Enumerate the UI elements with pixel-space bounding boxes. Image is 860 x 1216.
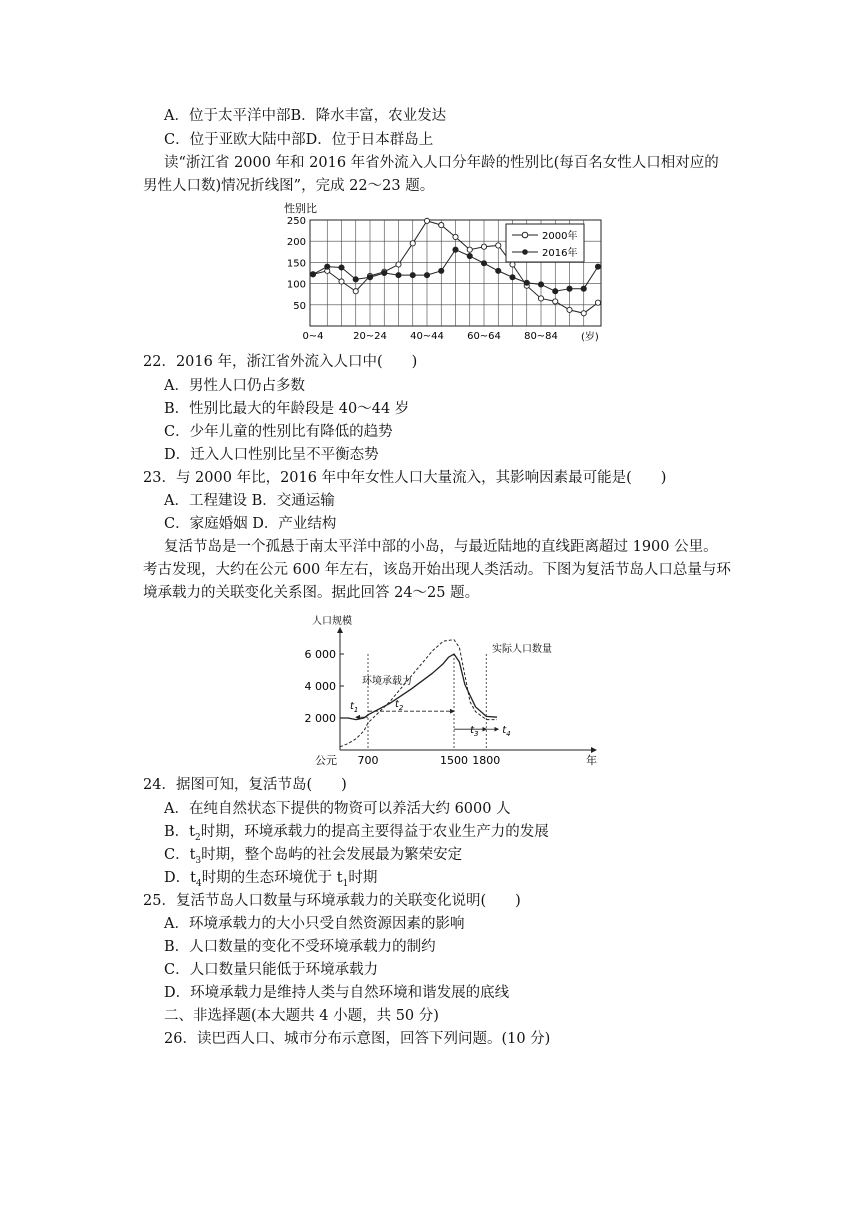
sex-ratio-chart <box>276 198 616 346</box>
legend-2000-marker <box>522 232 528 238</box>
chart2-ytick: 6 000 <box>304 648 336 661</box>
q23-stem: 23．与 2000 年比，2016 年中年女性人口大量流入，其影响因素最可能是( ) <box>143 470 667 486</box>
chart1-xtick: 0~4 <box>302 331 324 342</box>
chart1-x-ticks <box>302 331 557 342</box>
chart1-point-2016年 <box>325 264 330 269</box>
chart1-point-2000年 <box>339 279 344 284</box>
intro-24-25-line3: 境承载力的关联变化关系图。据此回答 24～25 题。 <box>143 585 480 601</box>
section-2-heading: 二、非选择题(本大题共 4 小题，共 50 分) <box>164 1008 439 1024</box>
chart1-point-2000年 <box>538 296 543 301</box>
chart2-t2-label: $t_2$ <box>395 699 404 713</box>
chart1-ytick: 250 <box>286 216 306 227</box>
legend-2016-marker <box>522 249 528 255</box>
chart1-point-2000年 <box>439 222 444 227</box>
chart1-point-2016年 <box>424 273 429 278</box>
q23-options-ab: A．工程建设 B．交通运输 <box>164 493 335 509</box>
chart2-t4-label: $t_4$ <box>502 725 511 739</box>
q25-stem: 25．复活节岛人口数量与环境承载力的关联变化说明( ) <box>143 893 521 909</box>
q21-option-cd <box>164 130 433 150</box>
chart1-point-2000年 <box>567 307 572 312</box>
chart1-point-2016年 <box>567 286 572 291</box>
chart1-point-2016年 <box>382 270 387 275</box>
chart1-point-2016年 <box>481 261 486 266</box>
chart2-ylabel: 人口规模 <box>312 616 352 627</box>
chart1-point-2016年 <box>496 268 501 273</box>
q24-option-d: D．$t_4$时期的生态环境优于 $t_1$时期 <box>164 870 378 889</box>
chart1-point-2016年 <box>553 289 558 294</box>
q21-option-a: A．位于太平洋中部 <box>164 108 291 124</box>
legend-2016-label: 2016年 <box>542 248 578 259</box>
chart1-point-2016年 <box>353 277 358 282</box>
legend-2000-label: 2000年 <box>542 231 578 242</box>
chart1-point-2000年 <box>467 247 472 252</box>
chart1-point-2016年 <box>538 282 543 287</box>
chart1-point-2016年 <box>439 268 444 273</box>
chart1-point-2000年 <box>353 289 358 294</box>
chart1-ytick: 100 <box>286 279 306 291</box>
chart2-xtick: 700 <box>357 754 379 767</box>
q21-option-b: B．降水丰富，农业发达 <box>290 108 447 124</box>
intro-22-23-line2: 男性人口数)情况折线图”，完成 22～23 题。 <box>143 178 435 194</box>
chart2-x-unit: 年 <box>586 754 597 767</box>
chart1-point-2016年 <box>453 247 458 252</box>
chart1-point-2000年 <box>553 299 558 304</box>
easter-island-chart <box>296 610 616 770</box>
chart1-point-2000年 <box>396 262 401 267</box>
q22-option-c: C．少年儿童的性别比有降低的趋势 <box>164 424 393 440</box>
chart1-legend <box>506 224 584 262</box>
q25-option-d: D．环境承载力是维持人类与自然环境和谐发展的底线 <box>164 985 510 1001</box>
chart1-ytick: 50 <box>293 300 306 312</box>
q22-option-d: D．迁入人口性别比呈不平衡态势 <box>164 447 379 463</box>
intro-24-25-line1: 复活节岛是一个孤悬于南太平洋中部的小岛，与最近陆地的直线距离超过 1900 公里。 <box>164 539 718 555</box>
q22-option-a: A．男性人口仍占多数 <box>164 378 305 394</box>
q24-stem: 24．据图可知，复活节岛( ) <box>143 777 347 793</box>
q22-option-b: B．性别比最大的年龄段是 40～44 岁 <box>164 401 410 417</box>
q24-option-a: A．在纯自然状态下提供的物资可以养活大约 6000 人 <box>164 801 511 817</box>
chart2-xtick-origin: 公元 <box>315 754 337 767</box>
q21-option-d: D．位于日本群岛上 <box>305 132 434 148</box>
q26-stem: 26．读巴西人口、城市分布示意图，回答下列问题。(10 分) <box>164 1031 551 1047</box>
chart1-point-2000年 <box>481 244 486 249</box>
q21-option-ab <box>164 106 446 126</box>
chart2-xtick: 1500 <box>440 754 468 767</box>
q24-option-b: B．$t_2$时期，环境承载力的提高主要得益于农业生产力的发展 <box>164 824 549 843</box>
chart1-point-2016年 <box>367 275 372 280</box>
chart2-population-label: 实际人口数量 <box>492 644 552 655</box>
chart1-point-2016年 <box>396 273 401 278</box>
intro-22-23-line1: 读“浙江省 2000 年和 2016 年省外流入人口分年龄的性别比(每百名女性人口相对应的 <box>164 155 719 171</box>
chart2-capacity-label: 环境承载力 <box>362 676 412 687</box>
q25-option-b: B．人口数量的变化不受环境承载力的制约 <box>164 939 436 955</box>
q25-option-a: A．环境承载力的大小只受自然资源因素的影响 <box>164 916 465 932</box>
chart1-point-2000年 <box>453 234 458 239</box>
chart2-y-ticks <box>305 648 345 725</box>
chart1-point-2016年 <box>339 265 344 270</box>
chart1-xtick: 60~64 <box>467 331 501 342</box>
chart1-xtick: 40~44 <box>410 331 444 342</box>
chart1-point-2016年 <box>595 264 600 269</box>
chart2-t1-label: $t_1$ <box>350 701 359 715</box>
chart1-point-2016年 <box>524 280 529 285</box>
chart1-xtick: 20~24 <box>353 331 387 342</box>
chart1-point-2016年 <box>310 272 315 277</box>
chart2-x-ticks <box>315 754 500 767</box>
chart2-ytick: 2 000 <box>304 712 336 725</box>
chart2-t3-label: $t_3$ <box>470 725 479 739</box>
chart1-point-2016年 <box>581 286 586 291</box>
q22-stem: 22．2016 年，浙江省外流入人口中( ) <box>143 354 418 370</box>
chart1-point-2000年 <box>581 311 586 316</box>
chart1-ylabel: 性别比 <box>284 202 317 215</box>
q25-option-c: C．人口数量只能低于环境承载力 <box>164 962 379 978</box>
chart1-point-2000年 <box>496 243 501 248</box>
intro-24-25-line2: 考古发现，大约在公元 600 年左右，该岛开始出现人类活动。下图为复活节岛人口总量与环 <box>143 562 731 578</box>
chart1-point-2000年 <box>510 262 515 267</box>
chart1-point-2000年 <box>595 300 600 305</box>
q23-options-cd: C．家庭婚姻 D．产业结构 <box>164 516 337 532</box>
chart2-ytick: 4 000 <box>304 680 336 693</box>
chart1-ytick: 200 <box>286 237 306 249</box>
q21-option-c: C．位于亚欧大陆中部 <box>164 132 306 148</box>
chart2-xtick: 1800 <box>472 754 501 767</box>
chart1-xunit: (岁) <box>581 332 599 343</box>
chart1-y-ticks <box>287 216 306 312</box>
q24-option-c: C．$t_3$时期，整个岛屿的社会发展最为繁荣安定 <box>164 847 463 866</box>
chart1-point-2016年 <box>410 273 415 278</box>
chart1-xtick: 80~84 <box>524 331 558 342</box>
chart1-point-2000年 <box>424 218 429 223</box>
chart1-point-2016年 <box>510 275 515 280</box>
chart1-ytick: 150 <box>286 258 306 270</box>
chart1-point-2016年 <box>467 253 472 258</box>
chart1-point-2000年 <box>410 241 415 246</box>
